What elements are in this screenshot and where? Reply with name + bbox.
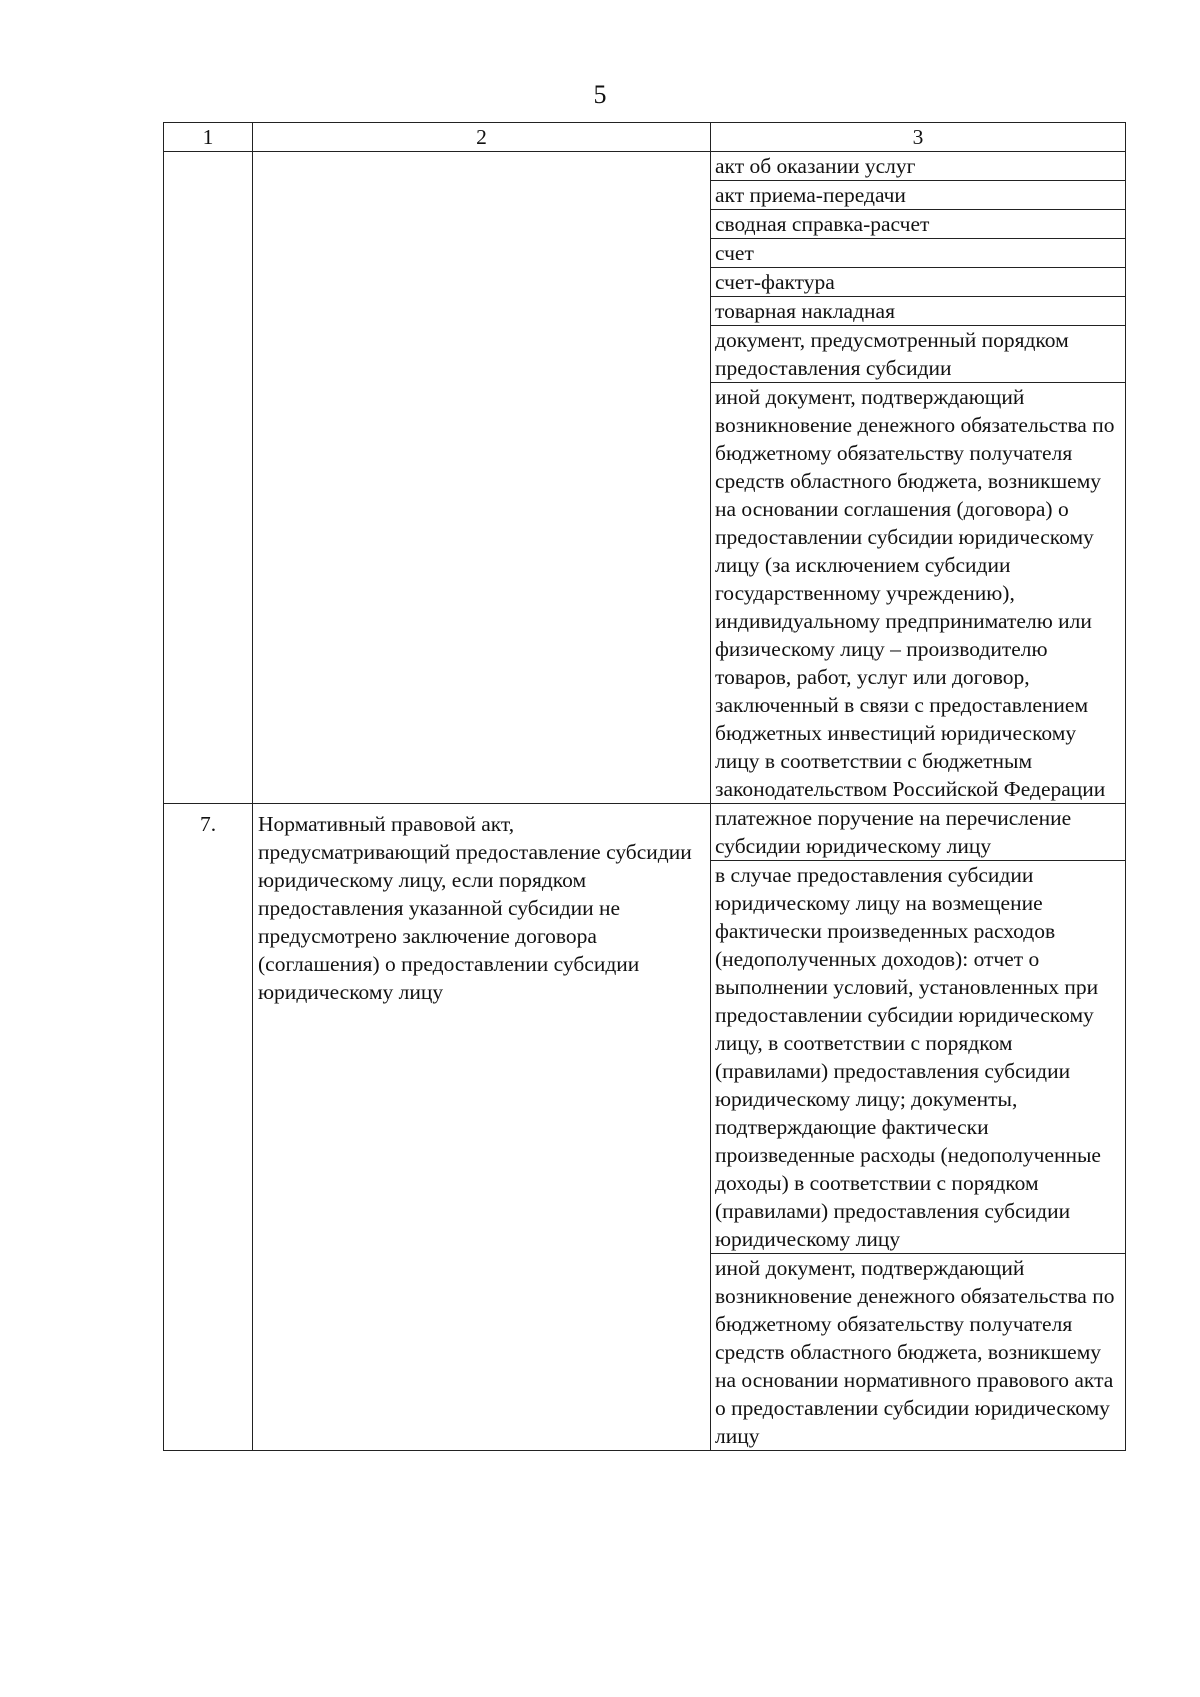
row-number: 7. [164, 804, 253, 1451]
legal-act-cell: Нормативный правовой акт, предусматривающий предоставление субсидии юридическому лицу, если порядком предоставления указанной субсидии не предусмотрено заключение договора (соглашения) о предоставлении субсидии юридическому лицу [253, 804, 711, 1451]
document-item: иной документ, подтверждающий возникновение денежного обязательства по бюджетному обязательству получателя средств областного бюджета, возникшему на основании нормативного правового акта о предоставлении субсидии юридическому лицу [715, 1256, 1115, 1448]
page-number: 5 [593, 80, 607, 109]
documents-list [711, 152, 1125, 803]
document-item: счет [711, 239, 1125, 268]
documents-table [163, 122, 1126, 1451]
document-item: в случае предоставления субсидии юридическому лицу на возмещение фактически произведенных расходов (недополученных доходов): отчет о выполнении условий, установленных при предоставлении субсидии юридическому лицу, в соответствии с порядком (правилами) предоставления субсидии юридическому лицу; документы, подтверждающие фактически произведенные расходы (недополученные доходы) в соответствии с порядком (правилами) предоставления субсидии юридическому лицу [711, 861, 1125, 1254]
legal-act-cell [253, 152, 711, 804]
table-header-row [164, 123, 1126, 152]
documents-cell [711, 152, 1126, 804]
table-row [164, 804, 1126, 1451]
column-header-2: 2 [253, 123, 711, 152]
document-item: иной документ, подтверждающий возникновение денежного обязательства по бюджетному обязательству получателя средств областного бюджета, возникшему на основании соглашения (договора) о предоставлении субсидии юридическому лицу (за исключением субсидии государственному учреждению), индивидуальному предпринимателю или физическому лицу – производителю товаров, работ, услуг или договор, заключенный в связи с предоставлением бюджетных инвестиций юридическому лицу в соответствии с бюджетным законодательством Российской Федерации [715, 385, 1115, 801]
document-item: товарная накладная [711, 297, 1125, 326]
document-item: счет-фактура [711, 268, 1125, 297]
column-header-3: 3 [711, 123, 1126, 152]
documents-cell [711, 804, 1126, 1451]
documents-list [711, 804, 1125, 1450]
column-header-1: 1 [164, 123, 253, 152]
document-item: документ, предусмотренный порядком предоставления субсидии [711, 326, 1125, 383]
table-row [164, 152, 1126, 804]
document-item: акт об оказании услуг [711, 152, 1125, 181]
document-item: акт приема-передачи [711, 181, 1125, 210]
document-item: платежное поручение на перечисление субсидии юридическому лицу [711, 804, 1125, 861]
document-item: сводная справка-расчет [711, 210, 1125, 239]
row-number [164, 152, 253, 804]
